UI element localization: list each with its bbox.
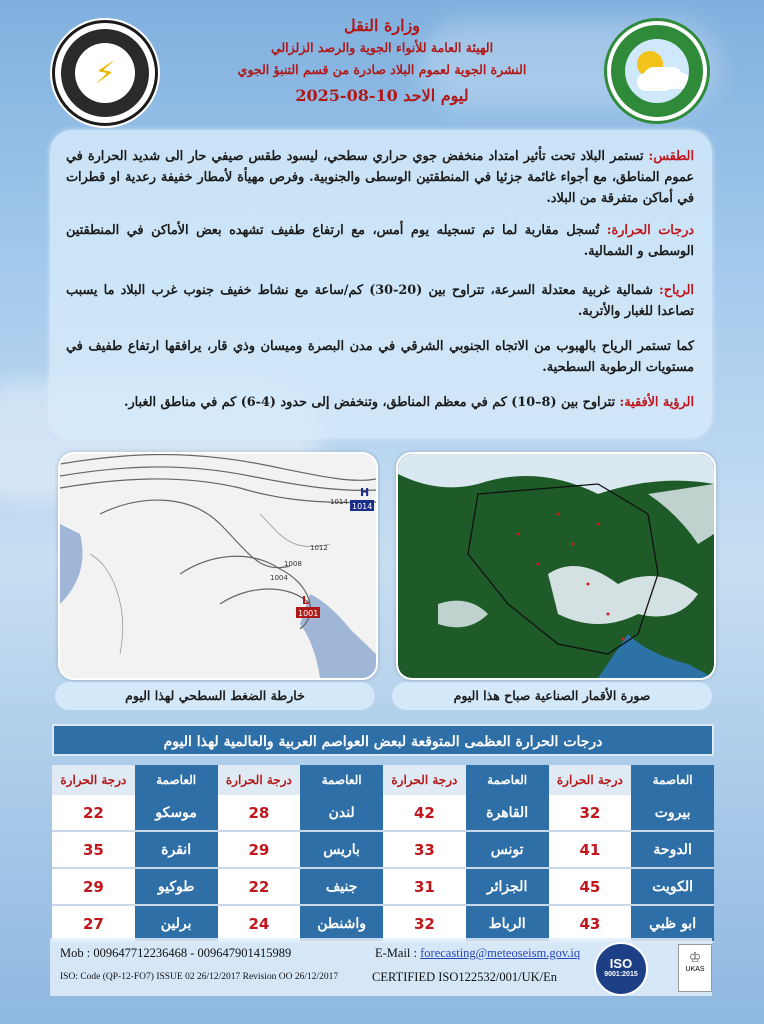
temperature-text: تُسجل مقاربة لما تم تسجيله يوم أمس، مع ارتفاع طفيف تشهده بعض الأماكن في المنطقتين الوسطى و الشمالية. bbox=[66, 223, 694, 259]
ukas-badge-icon bbox=[678, 944, 712, 992]
satellite-caption: صورة الأقمار الصناعية صباح هذا اليوم bbox=[392, 682, 712, 710]
isobar-label: 1012 bbox=[310, 544, 328, 552]
email-label: E-Mail : bbox=[375, 946, 421, 960]
temperature-cell: 24 bbox=[218, 906, 301, 943]
temperature-cell: 28 bbox=[218, 795, 301, 832]
wind-label: الرياح: bbox=[659, 283, 694, 298]
capital-cell: برلين bbox=[135, 906, 218, 943]
crown-icon: ♔ bbox=[688, 949, 702, 965]
certification-line: CERTIFIED ISO122532/001/UK/En bbox=[372, 970, 558, 984]
forecast-panel bbox=[50, 130, 712, 438]
bulletin-title: النشرة الجوية لعموم البلاد صادرة من قسم التنبؤ الجوي bbox=[237, 62, 527, 77]
weather-text: تستمر البلاد تحت تأثير امتداد منخفض جوي حراري سطحي، ليسود طقس صيفي حار الى شديد الحرارة في عموم المناطق، مع أجواء غائمة جزئيا في المنطقتين الوسطى والجنوبية. وفرص مهيأة لأمطار خفيفة رعدية او قطرات في أماكن متفرقة من البلاد. bbox=[66, 149, 694, 206]
pressure-map-graphic bbox=[60, 454, 376, 678]
capital-column-header: العاصمة bbox=[631, 765, 714, 795]
capital-cell: الدوحة bbox=[631, 832, 714, 869]
mobile-numbers: Mob : 009647712236468 - 009647901415989 bbox=[60, 946, 292, 960]
temperature-cell: 29 bbox=[52, 869, 135, 906]
wind-paragraph-2 bbox=[66, 336, 694, 378]
capital-cell: طوكيو bbox=[135, 869, 218, 906]
temperature-column-header: درجة الحرارة bbox=[549, 765, 632, 795]
capital-cell: الجزائر bbox=[466, 869, 549, 906]
wind-text-2: كما تستمر الرياح بالهبوب من الاتجاه الجنوبي الشرقي في مدن البصرة وميسان وذي قار، يرافقها ارتفاع طفيف في مستويات الرطوبة السطحية. bbox=[66, 339, 694, 375]
weather-paragraph bbox=[66, 146, 694, 209]
capitals-table-title: درجات الحرارة العظمى المتوقعة لبعض العواصم العربية والعالمية لهذا اليوم bbox=[52, 724, 714, 756]
temperature-cell: 31 bbox=[383, 869, 466, 906]
capital-cell: باريس bbox=[300, 832, 383, 869]
table-row bbox=[52, 795, 714, 832]
table-row bbox=[52, 832, 714, 869]
isobar-label: 1014 bbox=[330, 498, 348, 506]
high-pressure-symbol: H bbox=[360, 486, 370, 499]
isobar-label: 1008 bbox=[284, 560, 302, 568]
capital-cell: تونس bbox=[466, 832, 549, 869]
temperature-label: درجات الحرارة: bbox=[606, 223, 694, 238]
temperature-cell: 32 bbox=[549, 795, 632, 832]
temperature-cell: 41 bbox=[549, 832, 632, 869]
authority-title: الهيئة العامة للأنواء الجوية والرصد الزلزالي bbox=[270, 40, 494, 55]
table-header-row bbox=[52, 765, 714, 795]
bulletin-date: ليوم الاحد 10-08-2025 bbox=[295, 86, 469, 105]
temperature-cell: 43 bbox=[549, 906, 632, 943]
email-line bbox=[375, 946, 580, 961]
iso-badge-label: ISO bbox=[609, 956, 633, 971]
capital-cell: انقرة bbox=[135, 832, 218, 869]
iso-badge-standard: 9001:2015 bbox=[604, 971, 638, 978]
capitals-temperature-table bbox=[52, 765, 714, 943]
iso-code-line: ISO: Code (QP-12-FO7) ISSUE 02 26/12/2017 Revision OO 26/12/2017 bbox=[60, 972, 339, 982]
low-pressure-symbol: L bbox=[302, 594, 310, 607]
capital-cell: واشنطن bbox=[300, 906, 383, 943]
capital-column-header: العاصمة bbox=[300, 765, 383, 795]
isobar-label: 1004 bbox=[270, 574, 288, 582]
temperature-cell: 45 bbox=[549, 869, 632, 906]
capital-cell: موسكو bbox=[135, 795, 218, 832]
satellite-image bbox=[396, 452, 716, 680]
capital-column-header: العاصمة bbox=[135, 765, 218, 795]
temperature-cell: 33 bbox=[383, 832, 466, 869]
weather-label: الطقس: bbox=[648, 149, 694, 164]
wind-text: شمالية غربية معتدلة السرعة، تتراوح بين (20-30) كم/ساعة مع نشاط خفيف جنوب غرب البلاد ما يسبب تصاعدا للغبار والأتربة. bbox=[66, 283, 694, 319]
capital-cell: الرباط bbox=[466, 906, 549, 943]
visibility-paragraph bbox=[66, 392, 694, 413]
visibility-label: الرؤية الأفقية: bbox=[619, 395, 694, 410]
temperature-cell: 22 bbox=[218, 869, 301, 906]
temperature-cell: 42 bbox=[383, 795, 466, 832]
ukas-label: UKAS bbox=[685, 966, 705, 973]
capital-cell: الكويت bbox=[631, 869, 714, 906]
temperature-column-header: درجة الحرارة bbox=[383, 765, 466, 795]
visibility-text: تتراوح بين (8–10) كم في معظم المناطق، وتنخفض إلى حدود (4-6) كم في مناطق الغبار. bbox=[124, 395, 620, 410]
table-row bbox=[52, 869, 714, 906]
temperature-cell: 32 bbox=[383, 906, 466, 943]
capital-cell: ابو ظبي bbox=[631, 906, 714, 943]
high-pressure-value: 1014 bbox=[352, 502, 373, 511]
capital-cell: بيروت bbox=[631, 795, 714, 832]
capital-cell: جنيف bbox=[300, 869, 383, 906]
temperature-cell: 35 bbox=[52, 832, 135, 869]
email-link[interactable]: forecasting@meteoseism.gov.iq bbox=[420, 946, 581, 960]
temperature-paragraph bbox=[66, 220, 694, 262]
wind-paragraph bbox=[66, 280, 694, 322]
contact-footer bbox=[50, 938, 712, 996]
temperature-cell: 22 bbox=[52, 795, 135, 832]
temperature-column-header: درجة الحرارة bbox=[218, 765, 301, 795]
ministry-title: وزارة النقل bbox=[344, 16, 420, 35]
capital-cell: لندن bbox=[300, 795, 383, 832]
pressure-map-caption: خارطة الضغط السطحي لهذا اليوم bbox=[55, 682, 375, 710]
satellite-graphic bbox=[398, 454, 714, 678]
iso-badge-icon bbox=[594, 942, 648, 996]
temperature-cell: 29 bbox=[218, 832, 301, 869]
surface-pressure-map bbox=[58, 452, 378, 680]
capital-cell: القاهرة bbox=[466, 795, 549, 832]
capital-column-header: العاصمة bbox=[466, 765, 549, 795]
temperature-cell: 27 bbox=[52, 906, 135, 943]
temperature-column-header: درجة الحرارة bbox=[52, 765, 135, 795]
low-pressure-value: 1001 bbox=[298, 609, 319, 618]
lightning-icon: ⚡ bbox=[94, 55, 116, 91]
